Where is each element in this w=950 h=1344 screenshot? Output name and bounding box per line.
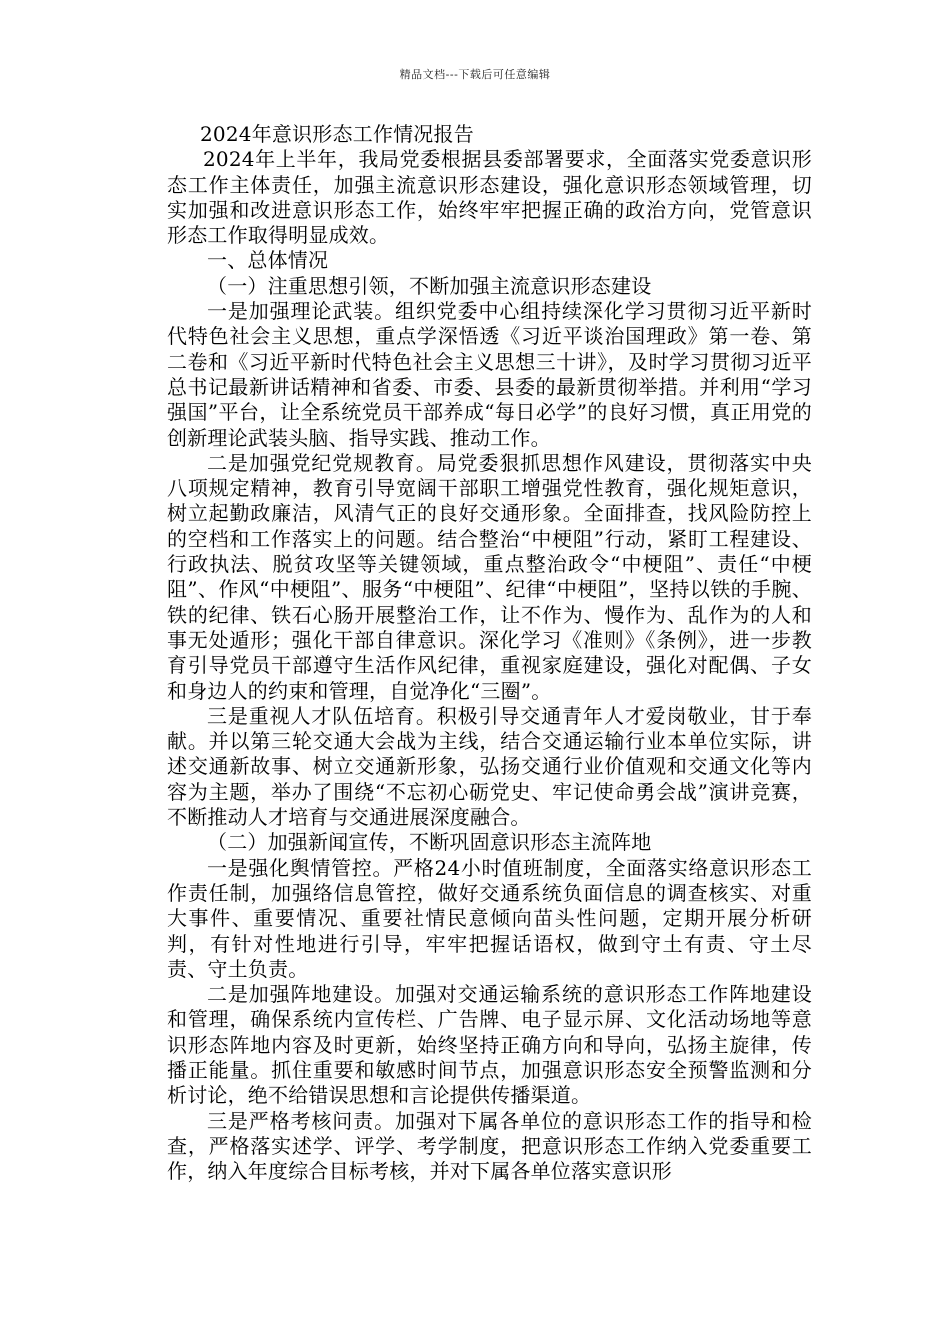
intro-paragraph: 2024年上半年，我局党委根据县委部署要求，全面落实党委意识形态工作主体责任，加强主流意识形态建设，强化意识形态领域管理，切实加强和改进意识形态工作，始终牢牢把握正确的政治方向，党管意识形态工作取得明显成效。: [167, 147, 812, 248]
subsection-heading-1: （一）注重思想引领，不断加强主流意识形态建设: [207, 273, 652, 298]
paragraph-opinion: 一是强化舆情管控。严格24小时值班制度，全面落实络意识形态工作责任制，加强络信息管控，做好交通系统负面信息的调查核实、对重大事件、重要情况、重要社情民意倾向苗头性问题，定期开展分析研判，有针对性地进行引导，牢牢把握话语权，做到守土有责、守土尽责、守土负责。: [167, 855, 812, 981]
document-body: [167, 122, 812, 1184]
paragraph-assessment: 三是严格考核问责。加强对下属各单位的意识形态工作的指导和检查，严格落实述学、评学、考学制度，把意识形态工作纳入党委重要工作，纳入年度综合目标考核，并对下属各单位落实意识形: [167, 1108, 812, 1184]
subsection-heading-2: （二）加强新闻宣传，不断巩固意识形态主流阵地: [207, 830, 652, 855]
paragraph-discipline: 二是加强党纪党规教育。局党委狠抓思想作风建设，贯彻落实中央八项规定精神，教育引导宽阔干部职工增强党性教育，强化规矩意识，树立起勤政廉洁，风清气正的良好交通形象。全面排查，找风险防控上的空档和工作落实上的问题。结合整治“中梗阻”行动，紧盯工程建设、行政执法、脱贫攻坚等关键领域，重点整治政令“中梗阻”、责任“中梗阻”、作风“中梗阻”、服务“中梗阻”、纪律“中梗阻”，坚持以铁的手腕、铁的纪律、铁石心肠开展整治工作，让不作为、慢作为、乱作为的人和事无处遁形；强化干部自律意识。深化学习《准则》《条例》，进一步教育引导党员干部遵守生活作风纪律，重视家庭建设，强化对配偶、子女和身边人的约束和管理，自觉净化“三圈”。: [167, 450, 812, 703]
section-heading-overview: 一、总体情况: [207, 248, 329, 273]
page-header: 精品文档---下载后可任意编辑: [399, 68, 551, 81]
paragraph-talent: 三是重视人才队伍培育。积极引导交通青年人才爱岗敬业，甘于奉献。并以第三轮交通大会战为主线，结合交通运输行业本单位实际，讲述交通新故事、树立交通新形象，弘扬交通行业价值观和交通文化等内容为主题，举办了围绕“不忘初心砺党史、牢记使命勇会战”演讲竞赛，不断推动人才培育与交通进展深度融合。: [167, 703, 812, 830]
paragraph-theory: 一是加强理论武装。组织党委中心组持续深化学习贯彻习近平新时代特色社会主义思想，重点学深悟透《习近平谈治国理政》第一卷、第二卷和《习近平新时代特色社会主义思想三十讲》，及时学习贯彻习近平总书记最新讲话精神和省委、市委、县委的最新贯彻举措。并利用“学习强国”平台，让全系统党员干部养成“每日必学”的良好习惯，真正用党的创新理论武装头脑、指导实践、推动工作。: [167, 299, 812, 450]
document-title: 2024年意识形态工作情况报告: [200, 122, 474, 146]
paragraph-position: 二是加强阵地建设。加强对交通运输系统的意识形态工作阵地建设和管理，确保系统内宣传栏、广告牌、电子显示屏、文化活动场地等意识形态阵地内容及时更新，始终坚持正确方向和导向，弘扬主旋律，传播正能量。抓住重要和敏感时间节点，加强意识形态安全预警监测和分析讨论，绝不给错误思想和言论提供传播渠道。: [167, 982, 812, 1108]
